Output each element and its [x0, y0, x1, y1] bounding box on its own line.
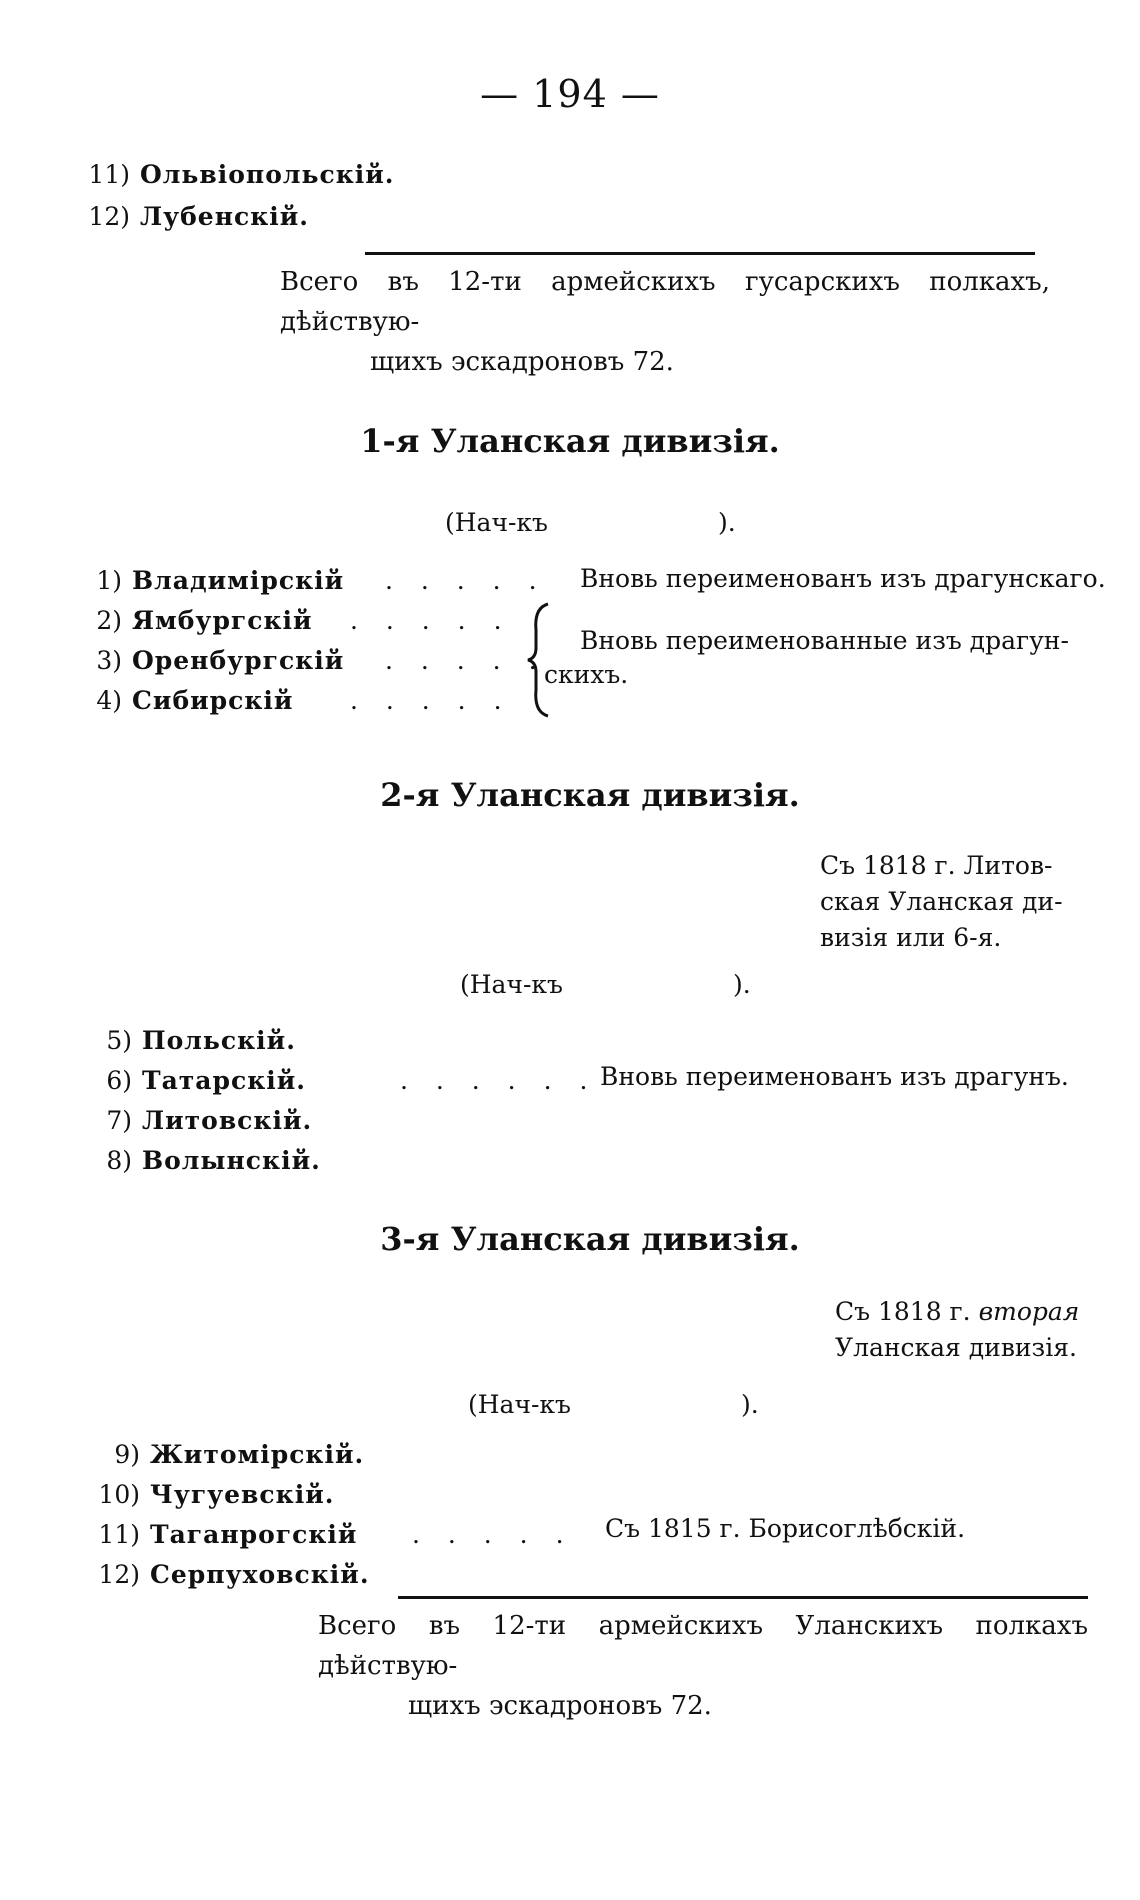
regiment-name: Серпуховскiй.	[150, 1560, 370, 1589]
item-number: 9)	[114, 1440, 140, 1469]
item-number: 5)	[106, 1026, 132, 1055]
division-2-heading: 2-я Уланская дивизiя.	[380, 776, 800, 814]
division-3-chief	[468, 1390, 759, 1419]
division-3-side-note	[835, 1294, 1079, 1366]
list-item	[88, 1520, 357, 1549]
list-item	[88, 1480, 334, 1509]
divider-rule	[398, 1596, 1088, 1599]
leader-dots: . . . . .	[385, 566, 547, 595]
chief-close: ).	[717, 508, 736, 537]
note-line-2: скихъ.	[544, 660, 629, 689]
regiment-name: Житомiрскiй.	[150, 1440, 365, 1469]
division-3-heading: 3-я Уланская дивизiя.	[380, 1220, 800, 1258]
regiment-name: Ямбургскiй	[132, 606, 313, 635]
regiment-name: Лубенскiй.	[140, 202, 310, 231]
uhlan-total	[318, 1606, 1088, 1726]
list-item	[70, 686, 293, 715]
item-number: 4)	[96, 686, 122, 715]
item-number: 10)	[98, 1480, 140, 1509]
division-2-chief	[460, 970, 751, 999]
regiment-name: Сибирскiй	[132, 686, 294, 715]
regiment-name: Оренбургскiй	[132, 646, 345, 675]
item-number: 12)	[88, 202, 130, 231]
list-item	[88, 1560, 370, 1589]
item-number: 2)	[96, 606, 122, 635]
item-number: 11)	[88, 160, 130, 189]
leader-dots: . . . . .	[350, 686, 512, 715]
regiment-name: Ольвiопольскiй.	[140, 160, 395, 189]
regiment-name: Чугуевскiй.	[150, 1480, 335, 1509]
list-item	[80, 1066, 306, 1095]
leader-dots: . . . . .	[350, 606, 512, 635]
side-line-3: визiя или 6-я.	[820, 923, 1002, 952]
regiment-name: Польскiй.	[142, 1026, 296, 1055]
list-item	[70, 646, 344, 675]
division-2-note: Вновь переименованъ изъ драгунъ.	[600, 1062, 1069, 1091]
side-line-2: ская Уланская ди-	[820, 887, 1063, 916]
item-number: 7)	[106, 1106, 132, 1135]
list-item	[78, 160, 395, 189]
total-line-1: Всего въ 12-ти армейскихъ Уланскихъ полкахъ дѣйствую-	[318, 1611, 1088, 1681]
division-1-heading: 1-я Уланская дивизiя.	[360, 422, 780, 460]
hussar-total	[280, 262, 1050, 382]
division-1-note-1: Вновь переименованъ изъ драгунскаго.	[580, 564, 1106, 593]
leader-dots: . . . . . .	[400, 1066, 598, 1095]
division-3-note: Съ 1815 г. Борисоглѣбскiй.	[605, 1514, 966, 1543]
page-number: — 194 —	[480, 72, 660, 116]
total-line-1: Всего въ 12-ти армейскихъ гусарскихъ полкахъ, дѣйствую-	[280, 267, 1050, 337]
regiment-name: Волынскiй.	[142, 1146, 321, 1175]
list-item	[80, 1026, 296, 1055]
item-number: 6)	[106, 1066, 132, 1095]
item-number: 11)	[98, 1520, 140, 1549]
item-number: 1)	[96, 566, 122, 595]
item-number: 8)	[106, 1146, 132, 1175]
item-number: 3)	[96, 646, 122, 675]
list-item	[70, 606, 313, 635]
chief-open: (Нач-къ	[445, 508, 548, 537]
leader-dots: . . . . .	[412, 1520, 574, 1549]
side-line-1b: вторая	[978, 1297, 1080, 1326]
list-item	[88, 1440, 364, 1469]
division-1-chief	[445, 508, 736, 537]
side-line-1: Съ 1818 г. Литов-	[820, 851, 1053, 880]
regiment-name: Татарскiй.	[142, 1066, 306, 1095]
note-line-1: Вновь переименованные изъ драгун-	[580, 626, 1069, 655]
division-2-side-note	[820, 848, 1063, 956]
chief-open: (Нач-къ	[460, 970, 563, 999]
total-line-2: щихъ эскадроновъ 72.	[408, 1691, 712, 1721]
side-line-1a: Съ 1818 г.	[835, 1297, 971, 1326]
chief-close: ).	[740, 1390, 759, 1419]
division-1-note-2	[544, 624, 1069, 692]
total-line-2: щихъ эскадроновъ 72.	[370, 347, 674, 377]
regiment-name: Владимiрскiй	[132, 566, 345, 595]
list-item	[78, 202, 309, 231]
leader-dots: . . . . .	[385, 646, 547, 675]
list-item	[80, 1146, 321, 1175]
divider-rule	[365, 252, 1035, 255]
regiment-name: Литовскiй.	[142, 1106, 313, 1135]
side-line-2: Уланская дивизiя.	[835, 1333, 1077, 1362]
list-item	[80, 1106, 312, 1135]
list-item	[70, 566, 344, 595]
regiment-name: Таганрогскiй	[150, 1520, 358, 1549]
chief-open: (Нач-къ	[468, 1390, 571, 1419]
chief-close: ).	[732, 970, 751, 999]
item-number: 12)	[98, 1560, 140, 1589]
